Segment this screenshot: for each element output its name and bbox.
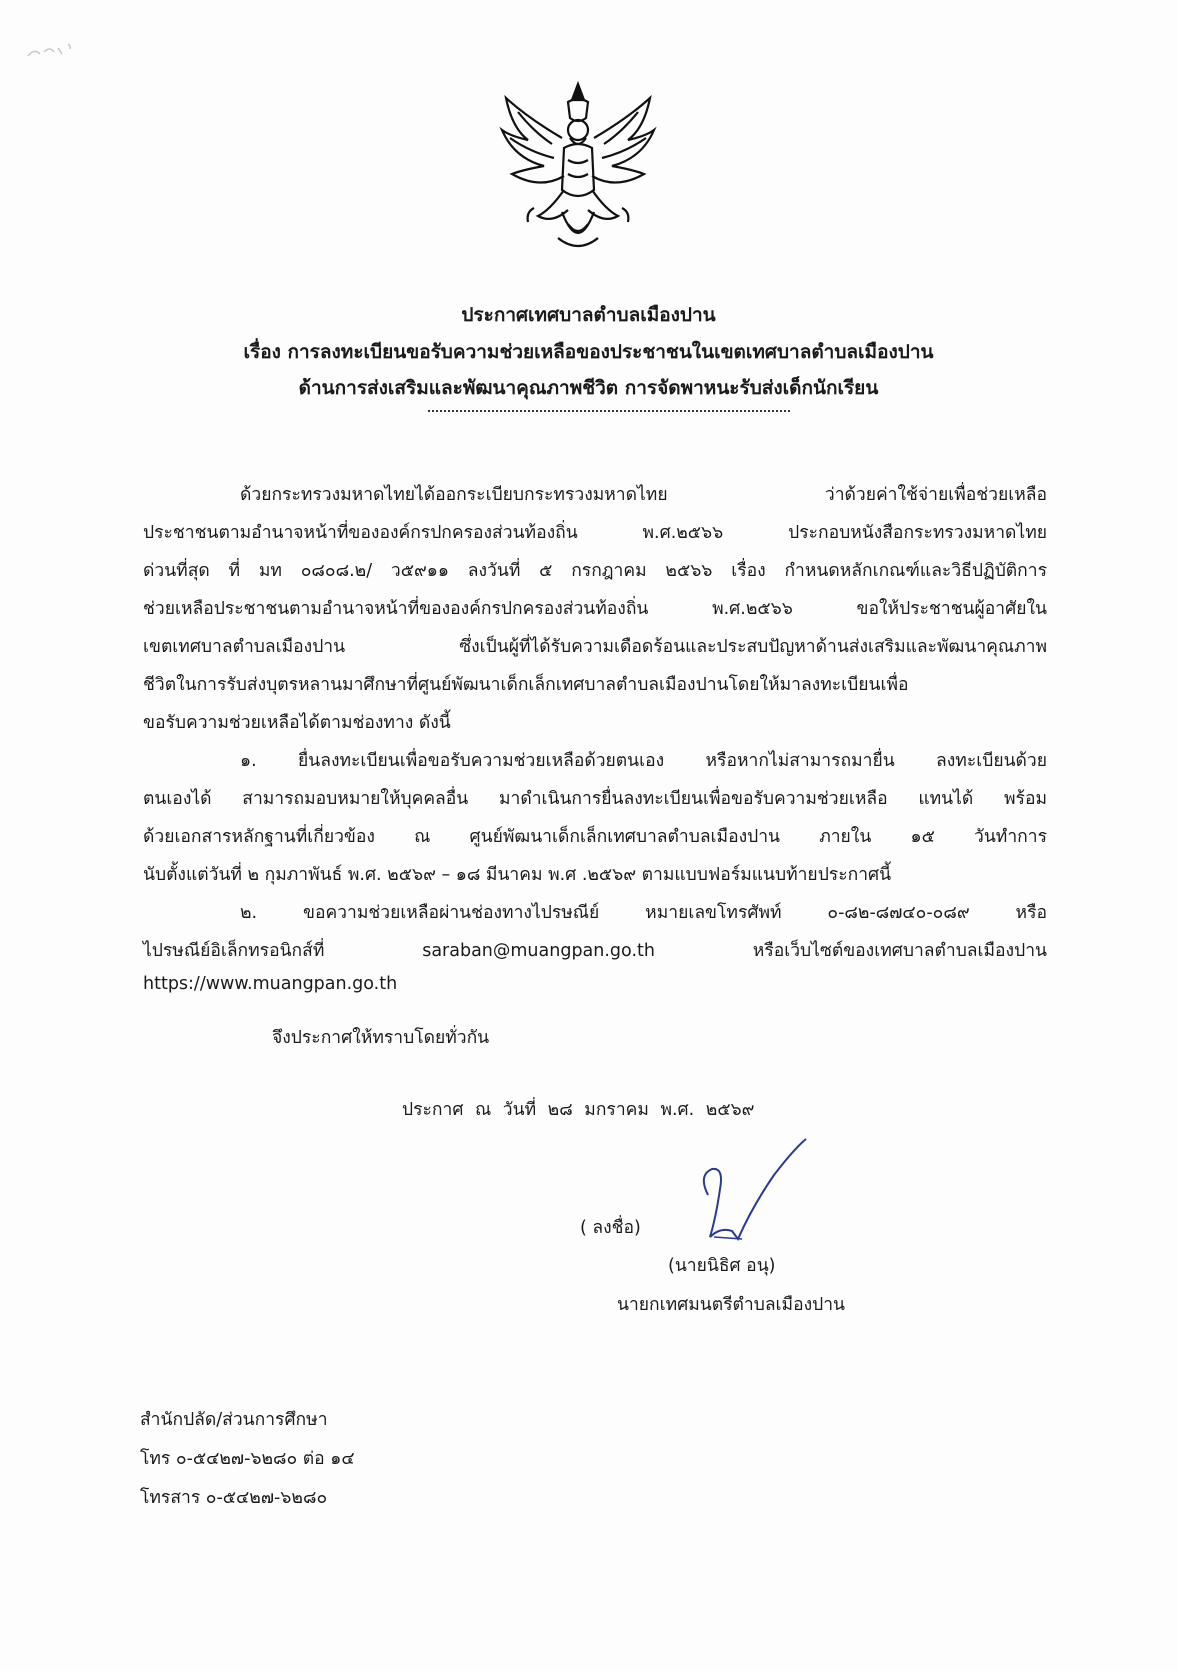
para1-line: เขตเทศบาลตำบลเมืองปาน ซึ่งเป็นผู้ที่ได้รับความเดือดร้อนและประสบปัญหาด้านส่งเสริมและพัฒนาคุณภาพ	[143, 637, 1047, 657]
para1-line: ด้วยกระทรวงมหาดไทยได้ออกระเบียบกระทรวงมหาดไทย ว่าด้วยค่าใช้จ่ายเพื่อช่วยเหลือ	[240, 485, 1047, 505]
item2-line: https://www.muangpan.go.th	[143, 974, 398, 994]
footer-office: สำนักปลัด/ส่วนการศึกษา	[140, 1410, 328, 1430]
corner-mark	[24, 38, 84, 78]
document-subtitle: ด้านการส่งเสริมและพัฒนาคุณภาพชีวิต การจัดพาหนะรับส่งเด็กนักเรียน	[298, 377, 879, 399]
document-subject: เรื่อง การลงทะเบียนขอรับความช่วยเหลือของประชาชนในเขตเทศบาลตำบลเมืองปาน	[243, 341, 934, 363]
item1-line: ด้วยเอกสารหลักฐานที่เกี่ยวข้อง ณ ศูนย์พัฒนาเด็กเล็กเทศบาลตำบลเมืองปาน ภายใน ๑๕ วันทำการ	[143, 827, 1047, 847]
handwritten-signature	[690, 1135, 820, 1250]
para1-line: ช่วยเหลือประชาชนตามอำนาจหน้าที่ขององค์กรปกครองส่วนท้องถิ่น พ.ศ.๒๕๖๖ ขอให้ประชาชนผู้อาศัยใน	[143, 599, 1047, 619]
footer-phone: โทร ๐-๕๔๒๗-๖๒๘๐ ต่อ ๑๔	[140, 1449, 355, 1469]
para1-line: ด่วนที่สุด ที่ มท ๐๘๐๘.๒/ ว๕๙๑๑ ลงวันที่ ๕ กรกฎาคม ๒๕๖๖ เรื่อง กำหนดหลักเกณฑ์และวิธีปฏิบัติการ	[143, 561, 1047, 581]
item1-line: ตนเองได้ สามารถมอบหมายให้บุคคลอื่น มาดำเนินการยื่นลงทะเบียนเพื่อขอรับความช่วยเหลือ แทนได้ พร้อม	[143, 789, 1047, 809]
item2-line: ๒. ขอความช่วยเหลือผ่านช่องทางไปรษณีย์ หมายเลขโทรศัพท์ ๐-๘๒-๘๗๔๐-๐๘๙ หรือ	[240, 903, 1047, 923]
announcement-date: ประกาศ ณ วันที่ ๒๘ มกราคม พ.ศ. ๒๕๖๙	[402, 1100, 755, 1120]
signature-label: ( ลงชื่อ)	[580, 1218, 641, 1238]
para1-line: ขอรับความช่วยเหลือได้ตามช่องทาง ดังนี้	[143, 713, 451, 733]
footer-fax: โทรสาร ๐-๕๔๒๗-๖๒๘๐	[140, 1488, 328, 1508]
para1-line: ชีวิตในการรับส่งบุตรหลานมาศึกษาที่ศูนย์พัฒนาเด็กเล็กเทศบาลตำบลเมืองปานโดยให้มาลงทะเบียนเพื่อ	[143, 675, 909, 695]
document-title: ประกาศเทศบาลตำบลเมืองปาน	[461, 304, 716, 326]
item2-line: ไปรษณีย์อิเล็กทรอนิกส์ที่ saraban@muangpan.go.th หรือเว็บไซต์ของเทศบาลตำบลเมืองปาน	[143, 941, 1047, 961]
signatory-position: นายกเทศมนตรีตำบลเมืองปาน	[617, 1295, 846, 1315]
signatory-name: (นายนิธิศ อนุ)	[668, 1256, 776, 1276]
item1-line: นับตั้งแต่วันที่ ๒ กุมภาพันธ์ พ.ศ. ๒๕๖๙ – ๑๘ มีนาคม พ.ศ .๒๕๖๙ ตามแบบฟอร์มแนบท้ายประกาศนี้	[143, 865, 892, 885]
garuda-emblem-icon	[498, 78, 658, 258]
dotted-divider	[428, 410, 790, 412]
item1-line: ๑. ยื่นลงทะเบียนเพื่อขอรับความช่วยเหลือด้วยตนเอง หรือหากไม่สามารถมายื่น ลงทะเบียนด้วย	[240, 751, 1047, 771]
para1-line: ประชาชนตามอำนาจหน้าที่ขององค์กรปกครองส่วนท้องถิ่น พ.ศ.๒๕๖๖ ประกอบหนังสือกระทรวงมหาดไทย	[143, 523, 1047, 543]
closing-statement: จึงประกาศให้ทราบโดยทั่วกัน	[272, 1028, 490, 1048]
